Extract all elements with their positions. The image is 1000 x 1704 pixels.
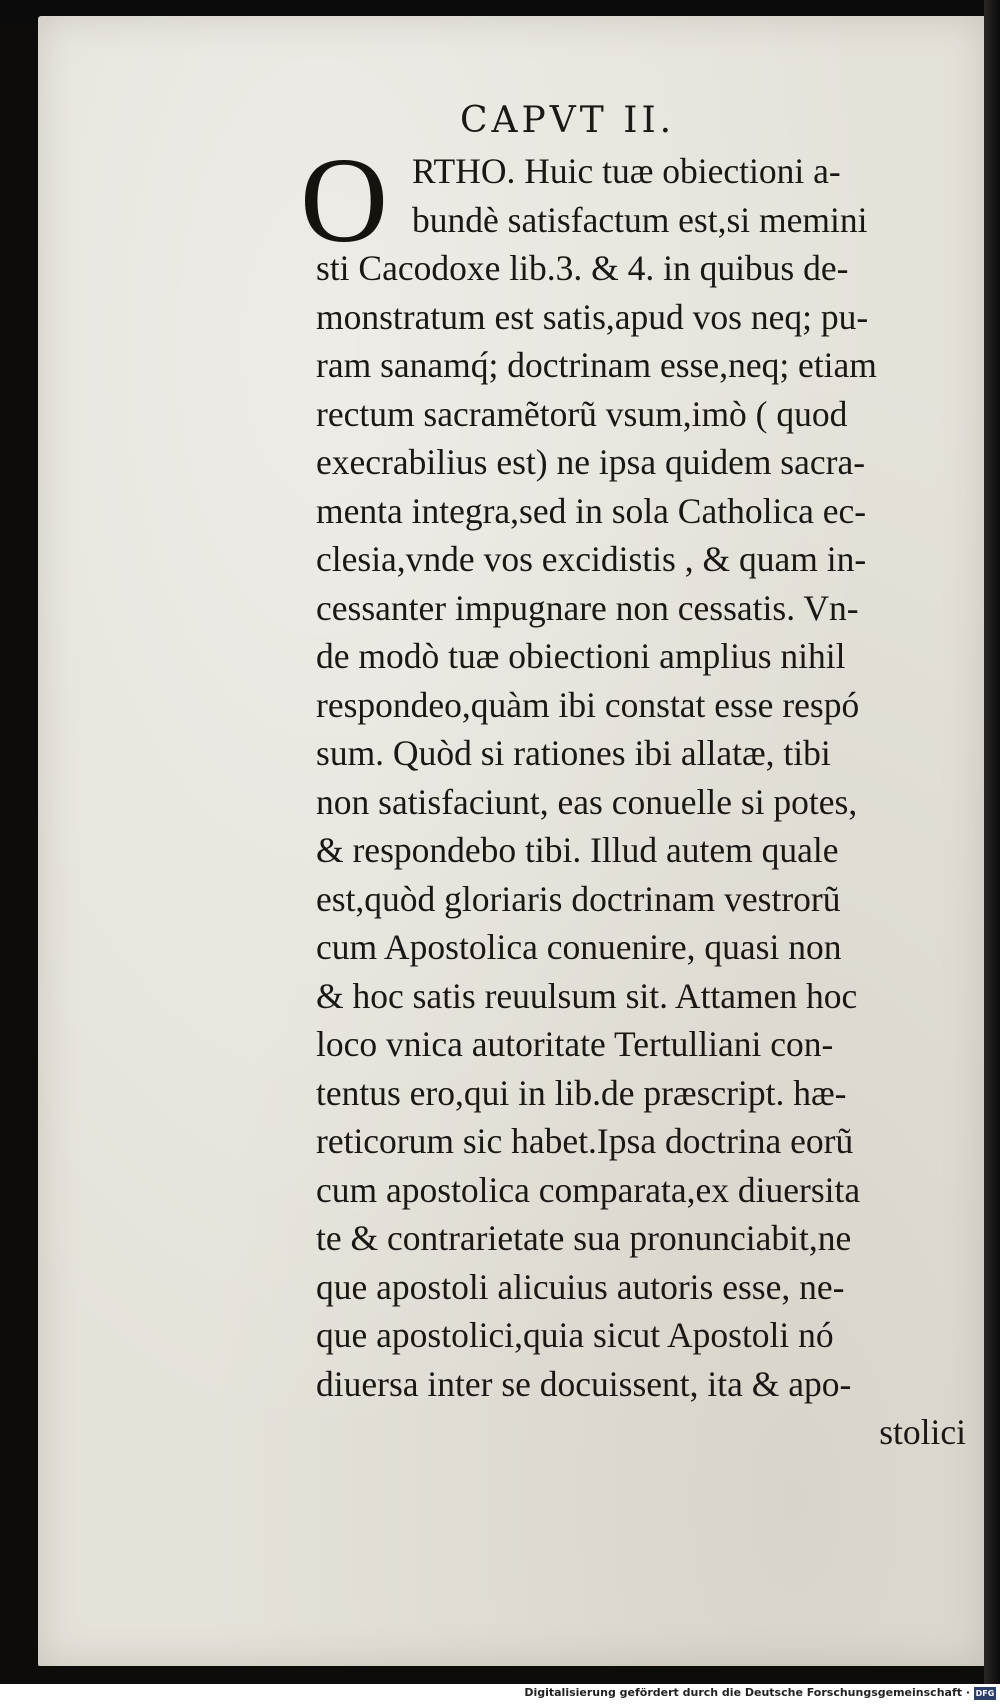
- text-line: sti Cacodoxe lib.3. & 4. in quibus de-: [316, 248, 849, 288]
- dfg-logo-icon: DFG: [975, 1689, 995, 1698]
- text-line: est,quòd gloriaris doctrinam vestrorũ: [316, 878, 841, 919]
- text-line: respondeo,quàm ibi constat esse respó: [316, 684, 860, 725]
- text-line: te & contrarietate sua pronunciabit,ne: [316, 1218, 852, 1258]
- catchword: stolici: [879, 1412, 966, 1452]
- text-line: reticorum sic habet.Ipsa doctrina eorũ: [316, 1121, 854, 1161]
- text-line: bundè satisfactum est,si memini: [412, 199, 868, 240]
- body-text: [316, 147, 966, 1457]
- text-line: monstratum est satis,apud vos neq; pu-: [316, 296, 869, 337]
- text-line: loco vnica autoritate Tertulliani con-: [316, 1024, 834, 1064]
- drop-cap-initial: O: [300, 133, 389, 268]
- text-line: sum. Quòd si rationes ibi allatæ, tibi: [316, 733, 831, 773]
- text-line: cum Apostolica conuenire, quasi non: [316, 927, 842, 967]
- text-line: clesia,vnde vos excidistis , & quam in-: [316, 539, 867, 579]
- text-line: diuersa inter se docuissent, ita & apo-: [316, 1363, 852, 1404]
- book-edge: [984, 0, 1000, 1704]
- text-line: rectum sacramẽtorũ vsum,imò ( quod: [316, 393, 848, 434]
- footer-bar: [0, 1684, 1000, 1704]
- funding-credit: Digitalisierung gefördert durch die Deutsche Forschungsgemeinschaft ·: [524, 1686, 970, 1699]
- text-line: non satisfaciunt, eas conuelle si potes,: [316, 781, 858, 822]
- text-line: que apostoli alicuius autoris esse, ne-: [316, 1266, 845, 1307]
- text-line: cessanter impugnare non cessatis. Vn-: [316, 587, 859, 628]
- chapter-heading: CAPVT II.: [460, 100, 676, 141]
- text-line: menta integra,sed in sola Catholica ec-: [316, 490, 867, 531]
- text-line: tentus ero,qui in lib.de præscript. hæ-: [316, 1072, 847, 1113]
- text-line: ram sanamq́; doctrinam esse,neq; etiam: [316, 345, 877, 385]
- text-line: execrabilius est) ne ipsa quidem sacra-: [316, 442, 866, 482]
- text-line: & respondebo tibi. Illud autem quale: [316, 830, 839, 870]
- text-line: RTHO. Huic tuæ obiectioni a-: [412, 151, 841, 191]
- text-line: cum apostolica comparata,ex diuersita: [316, 1169, 861, 1210]
- text-line: que apostolici,quia sicut Apostoli nó: [316, 1315, 834, 1355]
- text-line: de modò tuæ obiectioni amplius nihil: [316, 636, 846, 676]
- text-line: & hoc satis reuulsum sit. Attamen hoc: [316, 975, 858, 1016]
